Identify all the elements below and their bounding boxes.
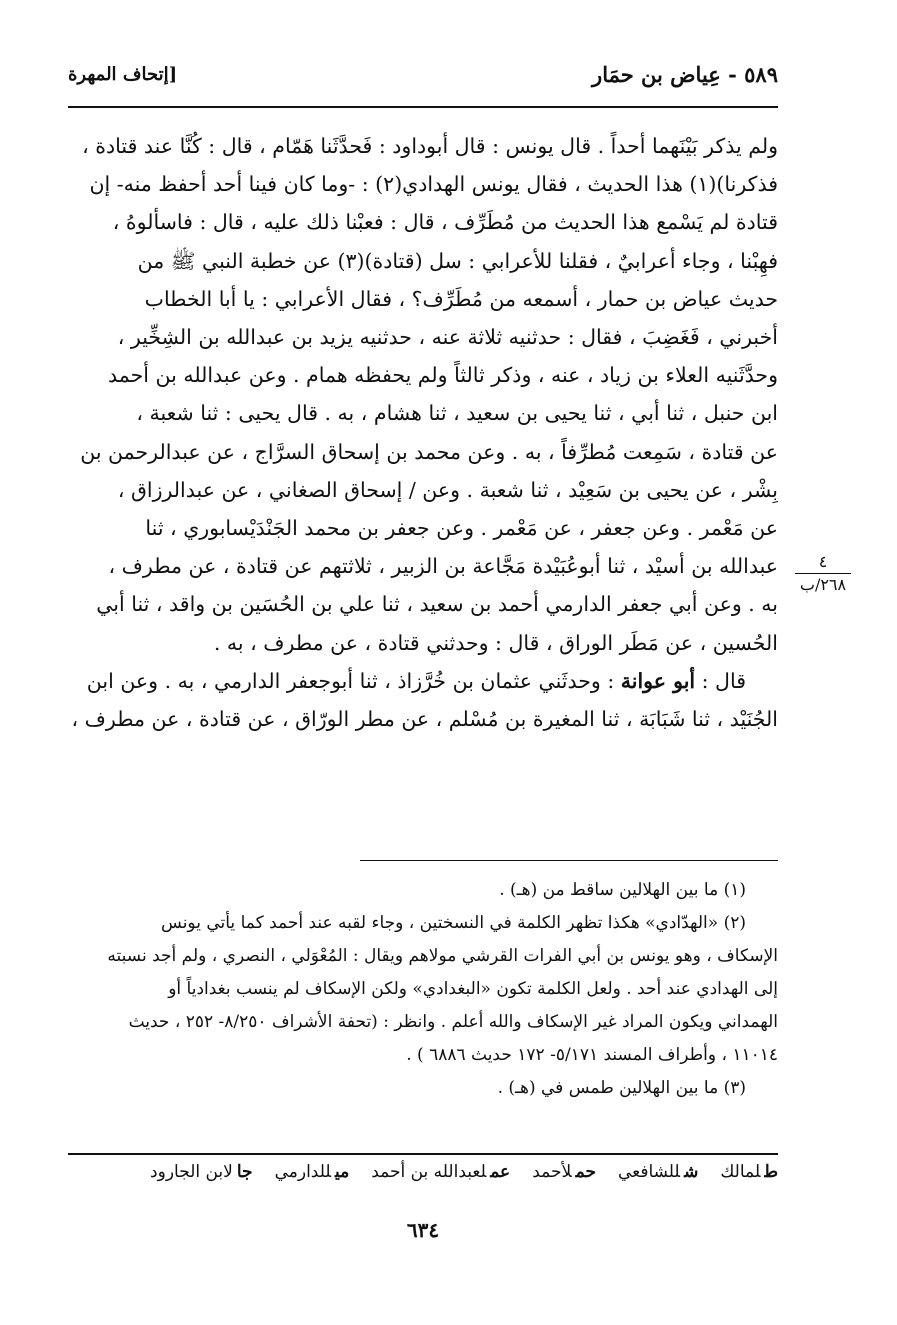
footnote-line: (١) ما بين الهلالين ساقط من (هـ) . <box>499 880 746 900</box>
footnote-line: الهمداني ويكون المراد غير الإسكاف والله أعلم . وانظر : (تحفة الأشراف ٨/٢٥٠- ٢٥٢ ، حديث <box>128 1012 778 1032</box>
abbr-item: طلمالك <box>720 1162 778 1182</box>
footnote-line: الإسكاف ، وهو يونس بن أبي الفرات القرشي مولاهم ويقال : المُعْوَلي ، النصري ، ولم أجد نسبته <box>107 946 778 966</box>
margin-folio-note <box>795 553 851 594</box>
footnote-line: ١١٠١٤ ، وأطراف المسند ٥/١٧١- ١٧٢ حديث ٦٨٨٦ ) . <box>406 1045 778 1065</box>
page-number: ٦٣٤ <box>406 1218 440 1242</box>
text-line: عن قتادة ، سَمِعت مُطرِّفاً ، به . وعن محمد بن إسحاق السرَّاج ، عن عبدالرحمن بن <box>80 439 778 464</box>
text-line: عبدالله بن أسيْد ، ثنا أبوعُبَيْدة مَجَّاعة بن الزبير ، ثلاثتهم عن قتادة ، عن مطرف ، <box>108 554 778 579</box>
footnotes <box>68 874 778 1105</box>
main-text <box>68 127 778 738</box>
manuscript-folio: ٢٦٨/ب <box>799 575 847 594</box>
running-header <box>68 50 778 106</box>
text-line: قتادة لم يَسْمع هذا الحديث من مُطَرِّف ، قال : فعبْنا ذلك عليه ، قال : فاسألوهُ ، <box>112 210 778 235</box>
book-title: [إتحاف المهرة <box>68 64 178 85</box>
paragraph-2-line <box>68 662 778 700</box>
text-line: به . وعن أبي جعفر الدارمي أحمد بن سعيد ، ثنا علي بن الحُسَين بن واقد ، ثنا أبي <box>96 592 778 617</box>
abbr-item: شللشافعي <box>617 1162 699 1182</box>
text-line: الحُسين ، عن مَطَر الوراق ، قال : وحدثني قتادة ، عن مطرف ، به . <box>213 630 778 655</box>
header-rule <box>68 106 778 108</box>
text-line: عن مَعْمر . وعن جعفر ، عن مَعْمر . وعن جعفر بن محمد الجَنْدَيْسابوري ، ثنا <box>145 516 778 541</box>
text-line: الجُنَيْد ، ثنا شَبَابَة ، ثنا المغيرة بن مُسْلم ، عن مطر الورّاق ، عن قتادة ، عن مطرف ، <box>71 707 778 732</box>
abbr-item: حملأحمد <box>532 1162 596 1182</box>
footnote-line: إلى الهدادي عند أحد . ولعل الكلمة تكون «البغدادي» ولكن الإسكاف لم ينسب بغدادياً أو <box>168 979 778 999</box>
abbr-item: جالابن الجارود <box>150 1162 253 1182</box>
text-line: ابن حنبل ، ثنا أبي ، ثنا يحيى بن سعيد ، ثنا هشام ، به . قال يحيى : ثنا شعبة ، <box>136 401 778 426</box>
footnote-line: (٢) «الهدّادي» هكذا تظهر الكلمة في النسختين ، وجاء لقبه عند أحمد كما يأتي يونس <box>161 913 746 933</box>
footnote-line: (٣) ما بين الهلالين طمس في (هـ) . <box>497 1078 746 1098</box>
text-line: فهِبْنا ، وجاء أعرابيٌ ، فقلنا للأعرابي : سل (قتادة)(٣) عن خطبة النبي ﷺ من <box>137 248 778 273</box>
document-page <box>68 50 778 1242</box>
abbr-item: عملعبدالله بن أحمد <box>371 1162 511 1182</box>
abbr-item: ميللدارمي <box>274 1162 350 1182</box>
manuscript-number: ٤ <box>795 553 851 574</box>
abbreviations-rule <box>68 1153 778 1155</box>
text-line: بِشْر ، عن يحيى بن سَعِيْد ، ثنا شعبة . وعن / إسحاق الصغاني ، عن عبدالرزاق ، <box>117 477 778 502</box>
text-line: وحدَّثَنيه العلاء بن زياد ، عنه ، وذكر ثالثاً ولم يحفظه همام . وعن عبدالله بن أحمد <box>108 363 778 388</box>
footnote-rule <box>360 860 778 861</box>
text-line: ولم يذكر بَيْنَهما أحداً . قال يونس : قال أبوداود : فَحدَّثَنا هَمّام ، قال : كُنَّا عند قتادة ، <box>82 134 778 158</box>
para2-lead: قال : <box>695 668 746 693</box>
text-line: فذكرنا)(١) هذا الحديث ، فقال يونس الهدادي(٢) : -وما كان فينا أحد أحفظ منه- إن <box>89 172 778 197</box>
narrator-name: أبو عوانة <box>620 668 696 693</box>
abbreviations-key <box>68 1162 778 1182</box>
chapter-title: ٥٨٩ - عِياض بن حمَار <box>592 62 778 87</box>
text-line: أخبرني ، فَغَضِبَ ، فقال : حدثنيه ثلاثة عنه ، حدثنيه يزيد بن عبدالله بن الشِخِّير ، <box>117 325 778 350</box>
para2-rest: : وحدثَني عثمان بن خُرَّزاذ ، ثنا أبوجعفر الدارمي ، به . وعن ابن <box>86 668 621 693</box>
text-line: حديث عياض بن حمار ، أسمعه من مُطَرِّف؟ ، فقال الأعرابي : يا أبا الخطاب <box>144 286 778 311</box>
